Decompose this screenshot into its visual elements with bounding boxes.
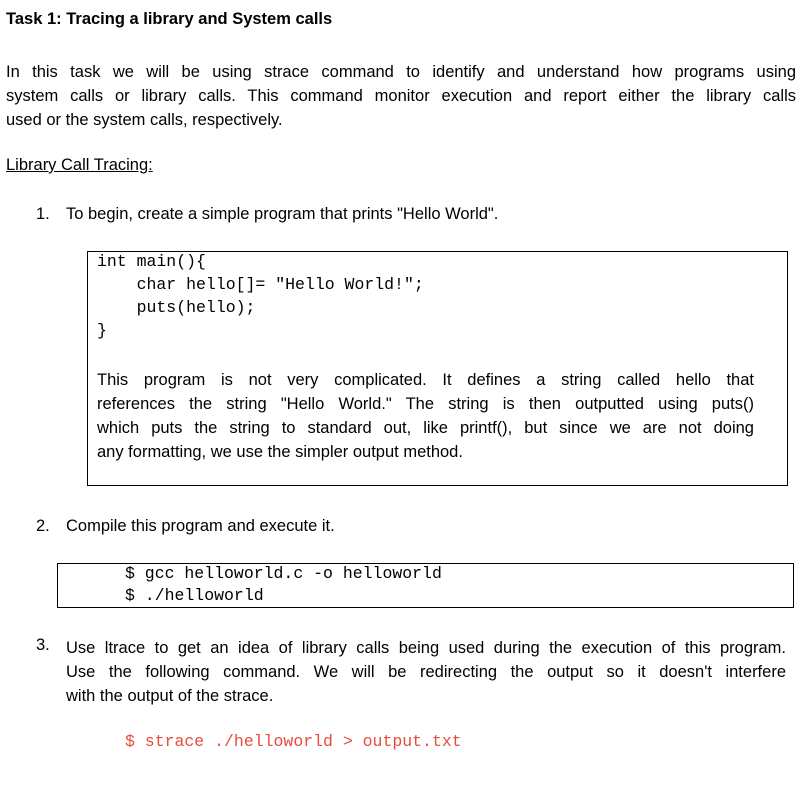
description-line: references the string "Hello World." The string is then outputted using puts() <box>97 395 754 413</box>
strace-command: $ strace ./helloworld > output.txt <box>125 732 462 751</box>
compile-command: $ gcc helloworld.c -o helloworld <box>125 564 442 583</box>
code-line: int main(){ <box>97 252 206 271</box>
description-line: any formatting, we use the simpler output method. <box>97 443 463 461</box>
step-1-number: 1. <box>36 205 50 223</box>
program-description <box>97 368 754 464</box>
step-2-text: Compile this program and execute it. <box>66 517 335 535</box>
intro-paragraph <box>6 60 796 132</box>
intro-line: In this task we will be using strace command to identify and understand how programs using <box>6 63 796 81</box>
run-command: $ ./helloworld <box>125 586 264 605</box>
step-3-number: 3. <box>36 636 50 654</box>
code-line: char hello[]= "Hello World!"; <box>97 275 424 294</box>
step-1-text: To begin, create a simple program that prints "Hello World". <box>66 205 499 223</box>
description-line: which puts the string to standard out, like printf(), but since we are not doing <box>97 419 754 437</box>
intro-line: used or the system calls, respectively. <box>6 111 283 129</box>
step-3-line: Use ltrace to get an idea of library calls being used during the execution of this program. <box>66 639 786 657</box>
code-line: puts(hello); <box>97 298 256 317</box>
step-2-number: 2. <box>36 517 50 535</box>
task-title: Task 1: Tracing a library and System calls <box>6 10 333 28</box>
step-3-line: with the output of the strace. <box>66 687 274 705</box>
step-3-text <box>66 636 786 708</box>
description-line: This program is not very complicated. It defines a string called hello that <box>97 371 754 389</box>
intro-line: system calls or library calls. This command monitor execution and report either the library calls <box>6 87 796 105</box>
code-line: } <box>97 321 107 340</box>
section-heading: Library Call Tracing: <box>6 156 153 174</box>
step-3-line: Use the following command. We will be redirecting the output so it doesn't interfere <box>66 663 786 681</box>
